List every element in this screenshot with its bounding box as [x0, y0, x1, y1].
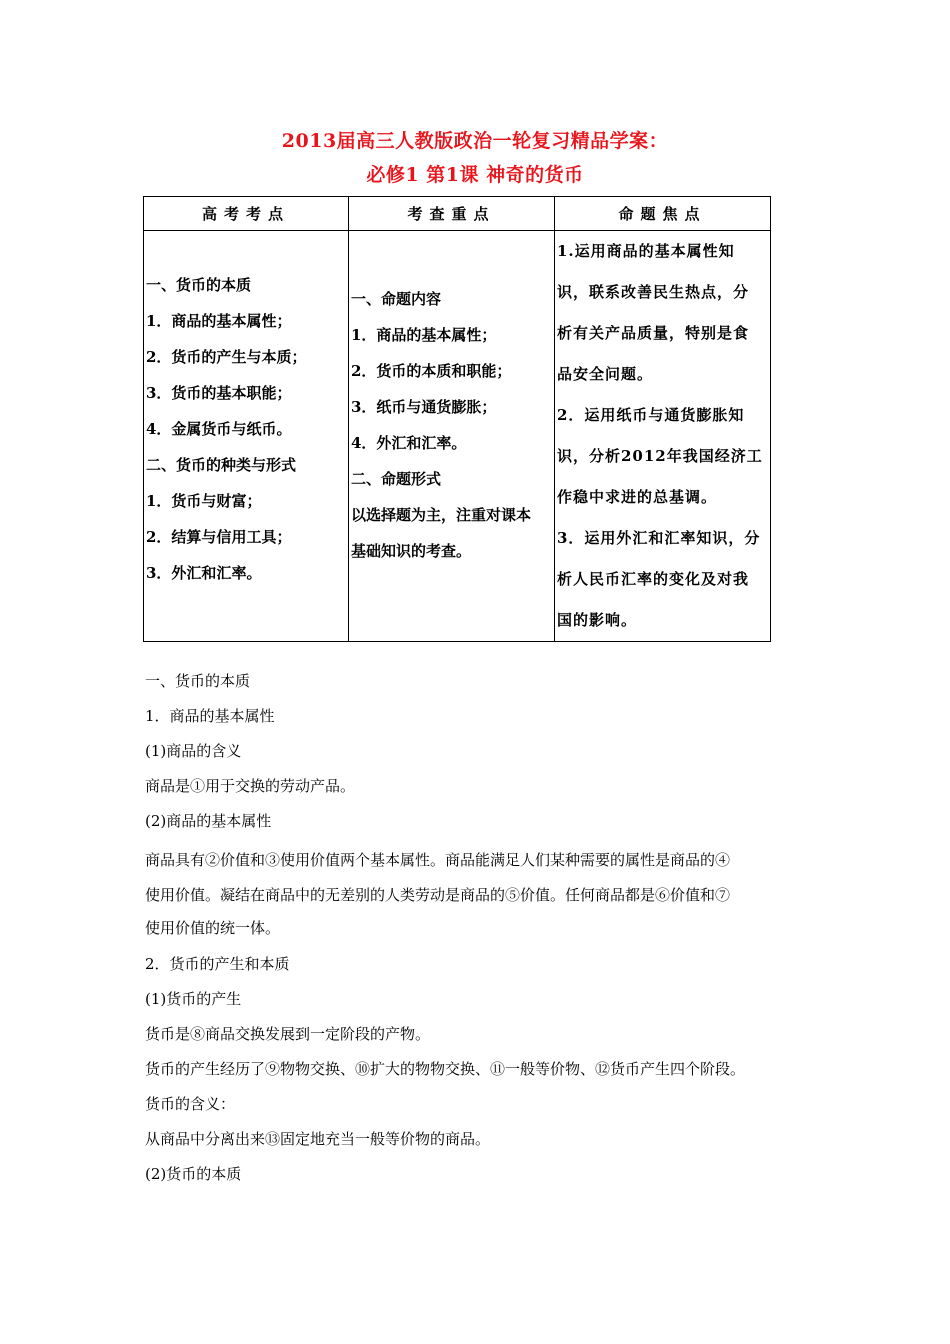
cell-line: 2．运用纸币与通货膨胀知	[556, 406, 745, 424]
item-heading: (1)货币的产生	[145, 990, 242, 1008]
paragraph: 货币是⑧商品交换发展到一定阶段的产物。	[145, 1025, 431, 1043]
table-row	[144, 231, 771, 642]
item-heading: (2)货币的本质	[145, 1165, 242, 1183]
paragraph: 从商品中分离出来⑬固定地充当一般等价物的商品。	[145, 1130, 491, 1148]
cell-line: 1．商品的基本属性；	[350, 326, 497, 344]
exam-points-list	[144, 231, 348, 591]
item-heading: (2)商品的基本属性	[145, 812, 272, 830]
cell-line: 二、命题形式	[350, 470, 441, 488]
cell-line: 4．外汇和汇率。	[350, 434, 467, 452]
cell-line: 1.运用商品的基本属性知	[556, 242, 735, 260]
cell-line: 1．商品的基本属性；	[146, 312, 292, 330]
body-content	[145, 664, 815, 1192]
paragraph: 货币的含义：	[145, 1095, 236, 1113]
cell-line: 识，联系改善民生热点，分	[556, 283, 749, 301]
cell-line: 析人民币汇率的变化及对我	[556, 570, 749, 588]
cell-line: 2．结算与信用工具；	[146, 528, 292, 546]
cell-line: 1．货币与财富；	[146, 492, 262, 510]
cell-line: 3．货币的基本职能；	[146, 384, 292, 402]
paragraph: 商品是①用于交换的劳动产品。	[145, 777, 356, 795]
cell-line: 3．运用外汇和汇率知识，分	[556, 529, 761, 547]
header-focus: 命题焦点	[554, 197, 770, 231]
doc-subtitle: 必修1 第1课 神奇的货币	[366, 164, 584, 186]
cell-line: 一、货币的本质	[146, 276, 252, 294]
paragraph: 商品具有②价值和③使用价值两个基本属性。商品能满足人们某种需要的属性是商品的④	[145, 851, 731, 869]
cell-line: 一、命题内容	[350, 290, 441, 308]
cell-focus	[554, 231, 770, 642]
table-header-row	[144, 197, 771, 231]
cell-line: 识，分析2012年我国经济工	[556, 447, 763, 465]
cell-line: 2．货币的本质和职能；	[350, 362, 512, 380]
key-points-list	[349, 231, 554, 569]
header-exam-points: 高考考点	[144, 197, 349, 231]
header-key-points: 考查重点	[348, 197, 554, 231]
paragraph: 使用价值。凝结在商品中的无差别的人类劳动是商品的⑤价值。任何商品都是⑥价值和⑦	[145, 886, 731, 904]
cell-line: 基础知识的考查。	[350, 542, 471, 560]
cell-line: 二、货币的种类与形式	[146, 456, 297, 474]
cell-line: 析有关产品质量，特别是食	[556, 324, 749, 342]
cell-line: 作稳中求进的总基调。	[556, 488, 717, 506]
cell-line: 以选择题为主，注重对课本	[350, 506, 531, 524]
cell-key-points	[348, 231, 554, 642]
subsection-heading: 2．货币的产生和本质	[145, 955, 290, 973]
cell-line: 3．纸币与通货膨胀；	[350, 398, 497, 416]
focus-list	[555, 231, 770, 641]
cell-line: 3．外汇和汇率。	[146, 564, 262, 582]
cell-line: 品安全问题。	[556, 365, 653, 383]
section-heading: 一、货币的本质	[145, 672, 251, 690]
cell-line: 2．货币的产生与本质；	[146, 348, 307, 366]
doc-title: 2013届高三人教版政治一轮复习精品学案：	[281, 130, 669, 152]
cell-line: 国的影响。	[556, 611, 637, 629]
paragraph: 货币的产生经历了⑨物物交换、⑩扩大的物物交换、⑪一般等价物、⑫货币产生四个阶段。	[145, 1060, 746, 1078]
item-heading: (1)商品的含义	[145, 742, 242, 760]
cell-exam-points	[144, 231, 349, 642]
cell-line: 4．金属货币与纸币。	[146, 420, 292, 438]
paragraph: 使用价值的统一体。	[145, 919, 281, 937]
overview-table	[143, 196, 771, 642]
subsection-heading: 1．商品的基本属性	[145, 707, 275, 725]
